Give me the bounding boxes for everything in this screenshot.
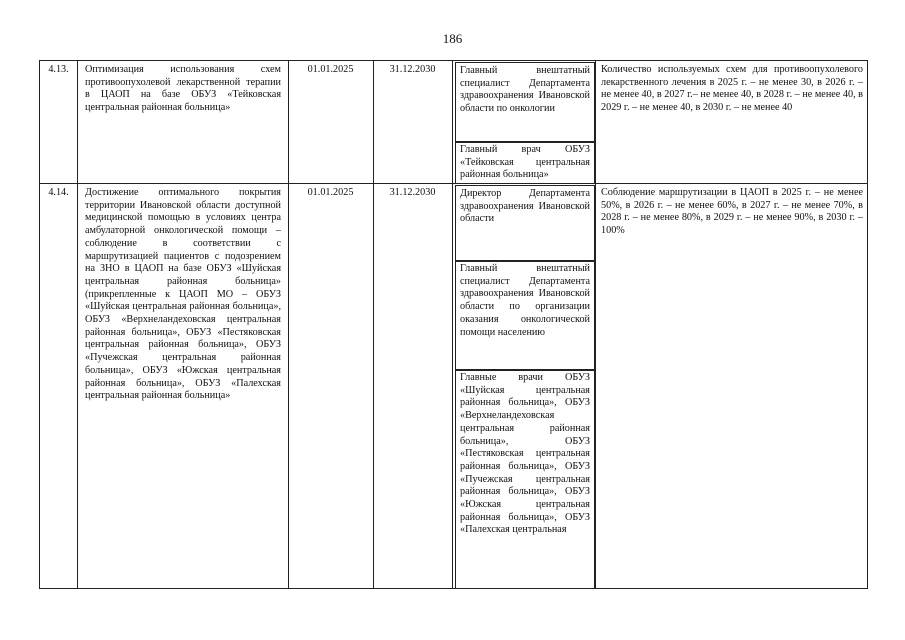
page-number: 186 [442, 31, 463, 46]
responsible-box [455, 62, 595, 142]
end-date: 31.12.2030 [389, 187, 436, 198]
responsible-person: Главные врачи ОБУЗ «Шуйская центральная районная больница», ОБУЗ «Верхнеландеховская центральная районная больница», ОБУЗ «Пестяковская центральная районная больница», ОБУЗ «Пучежская центральная районная больница», ОБУЗ «Южская центральная районная больница», ОБУЗ «Палехская центральная [460, 372, 590, 536]
row-number: 4.14. [48, 187, 69, 198]
responsible-person: Главный внештатный специалист Департамента здравоохранения Ивановской области по онкологии [460, 65, 590, 115]
responsible-person: Главный врач ОБУЗ «Тейковская центральная районная больница» [460, 144, 590, 181]
column-divider [452, 61, 453, 588]
column-divider [373, 61, 374, 588]
action-description: Оптимизация использования схем противоопухолевой лекарственной терапии в ЦАОП на базе ОБУЗ «Тейковская центральная районная больница» [85, 64, 281, 114]
responsible-box [455, 370, 595, 589]
start-date: 01.01.2025 [307, 64, 354, 75]
end-date: 31.12.2030 [389, 64, 436, 75]
responsible-box [455, 261, 595, 370]
column-divider [595, 61, 596, 588]
target-indicator: Соблюдение маршрутизации в ЦАОП в 2025 г. – не менее 50%, в 2026 г. – не менее 60%, в 2027 г. – не менее 70%, в 2028 г. – не менее 80%, в 2029 г. – не менее 90%, в 2030 г. – 100% [601, 187, 863, 237]
responsible-box [455, 142, 595, 184]
target-indicator: Количество используемых схем для противоопухолевого лекарственного лечения в 2025 г. – не менее 30, в 2026 г. – не менее 40, в 2027 г.– не менее 40, в 2028 г. – не менее 40, в 2029 г. – не менее 40, в 2030 г. – не менее 40 [601, 64, 863, 114]
action-description: Достижение оптимального покрытия территории Ивановской области доступной медицинской помощью в условиях центра амбулаторной онкологической помощи – соблюдение в соответствии с маршрутизацией пациентов с подозрением на ЗНО в ЦАОП на базе ОБУЗ «Шуйская центральная районная больница» (прикрепленные к ЦАОП МО – ОБУЗ «Шуйская центральная районная больница», ОБУЗ «Верхнеландеховская центральная районная больница», ОБУЗ «Пестяковская центральная районная больница», ОБУЗ «Пучежская центральная районная больница», ОБУЗ «Южская центральная районная больница», ОБУЗ «Палехская центральная районная больница» [85, 187, 281, 402]
column-divider [77, 61, 78, 588]
responsible-person: Директор Департамента здравоохранения Ивановской области [460, 188, 590, 225]
row-number: 4.13. [48, 64, 69, 75]
responsible-person: Главный внештатный специалист Департамента здравоохранения Ивановской области по организации оказания онкологической помощи населению [460, 263, 590, 338]
responsible-box [455, 185, 595, 261]
column-divider [288, 61, 289, 588]
row-divider [40, 183, 867, 184]
plan-table [39, 60, 868, 589]
start-date: 01.01.2025 [307, 187, 354, 198]
